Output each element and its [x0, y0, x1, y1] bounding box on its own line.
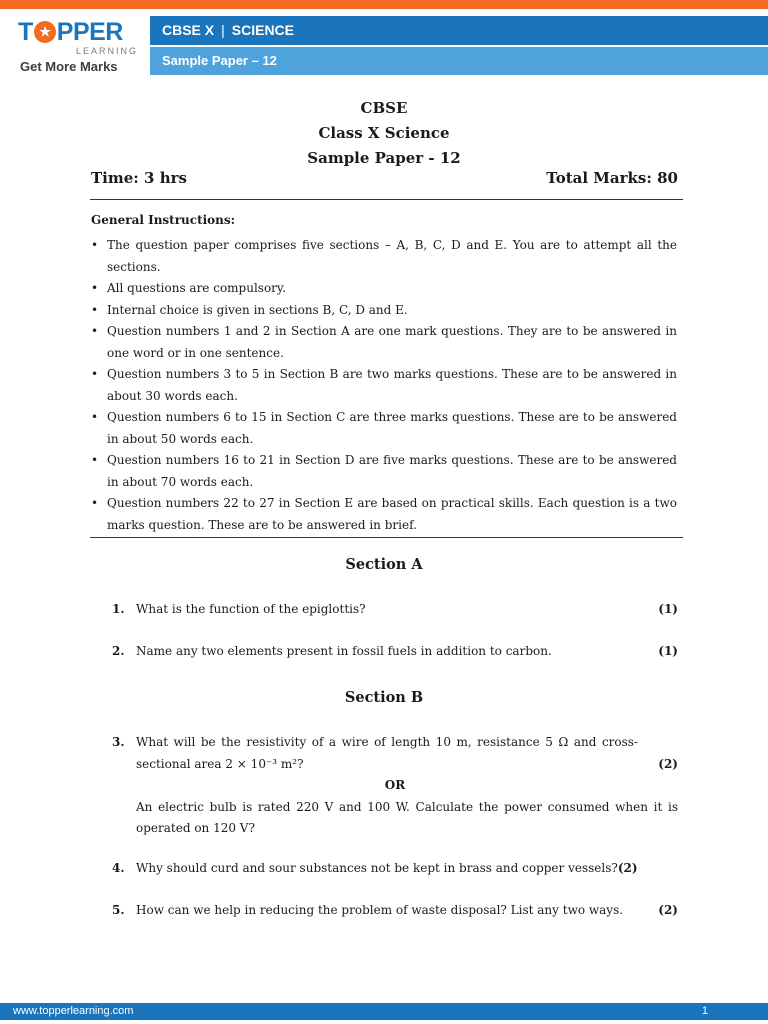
- section-b-title: Section B: [344, 689, 424, 706]
- exam-time: Time: 3 hrs: [91, 169, 187, 187]
- header-subject-bar: [150, 16, 768, 45]
- instructions-list: [91, 235, 677, 536]
- question-marks: (1): [658, 602, 678, 616]
- header-board: CBSE X: [162, 22, 215, 38]
- question-text: What is the function of the epiglottis?: [136, 602, 366, 616]
- instructions-heading: General Instructions:: [91, 213, 236, 227]
- footer-url-link[interactable]: www.topperlearning.com: [13, 1005, 134, 1017]
- question-text: Name any two elements present in fossil fuels in addition to carbon.: [136, 644, 552, 658]
- top-accent-bar: [0, 0, 768, 9]
- instruction-item: • Question numbers 3 to 5 in Section B are two marks questions. These are to be answered in about 30 words each.: [91, 364, 677, 407]
- header-paper-bar: [150, 47, 768, 75]
- question-number: 2.: [112, 644, 125, 658]
- document-titles: [0, 96, 768, 171]
- question-1: [112, 599, 678, 621]
- header-separator: |: [221, 22, 225, 38]
- instruction-item: • Question numbers 22 to 27 in Section E are based on practical skills. Each question is a two marks question. These are to be answered in brief.: [91, 493, 677, 536]
- question-number: 1.: [112, 602, 125, 616]
- instruction-item: • Question numbers 1 and 2 in Section A are one mark questions. They are to be answered in one word or in one sentence.: [91, 321, 677, 364]
- footer-bar: [0, 1003, 768, 1020]
- instruction-item: • Internal choice is given in sections B, C, D and E.: [91, 300, 677, 322]
- question-3: [112, 732, 678, 840]
- title-class: Class X Science: [318, 124, 450, 142]
- question-text: What will be the resistivity of a wire of length 10 m, resistance 5 Ω and cross-sectional area 2 × 10⁻³ m²?: [136, 735, 638, 771]
- instruction-item: • All questions are compulsory.: [91, 278, 677, 300]
- question-5: [112, 900, 678, 922]
- header-paper: Sample Paper – 12: [162, 53, 277, 68]
- divider-bottom: [90, 537, 683, 538]
- logo-star-icon: [34, 21, 56, 43]
- divider-top: [90, 199, 683, 200]
- logo-tagline: Get More Marks: [20, 59, 118, 74]
- logo-wordmark: T★ PPER: [18, 18, 123, 47]
- question-4: [112, 858, 678, 880]
- question-2: [112, 641, 678, 663]
- question-text: How can we help in reducing the problem of waste disposal? List any two ways.: [136, 903, 624, 917]
- question-marks: (2): [658, 903, 678, 917]
- section-a-title: Section A: [345, 556, 423, 573]
- question-number: 5.: [112, 903, 125, 917]
- instruction-item: • Question numbers 16 to 21 in Section D are five marks questions. These are to be answered in about 70 words each.: [91, 450, 677, 493]
- instruction-item: • The question paper comprises five sections – A, B, C, D and E. You are to attempt all the sections.: [91, 235, 677, 278]
- question-number: 3.: [112, 735, 125, 749]
- exam-total-marks: Total Marks: 80: [546, 169, 678, 187]
- exam-meta: [91, 169, 682, 187]
- question-marks: (1): [658, 644, 678, 658]
- header-subject: SCIENCE: [231, 22, 294, 38]
- question-marks: (2): [617, 861, 638, 875]
- logo-subtitle: LEARNING: [76, 46, 139, 56]
- title-board: CBSE: [360, 99, 408, 117]
- or-label: OR: [384, 778, 406, 792]
- question-number: 4.: [112, 861, 125, 875]
- topper-logo: [18, 18, 139, 76]
- question-text: Why should curd and sour substances not be kept in brass and copper vessels?: [136, 861, 618, 875]
- instruction-item: • Question numbers 6 to 15 in Section C are three marks questions. These are to be answered in about 50 words each.: [91, 407, 677, 450]
- question-alt-text: An electric bulb is rated 220 V and 100 W. Calculate the power consumed when it is operated on 120 V?: [136, 799, 678, 835]
- page-number: 1: [701, 1005, 708, 1017]
- question-marks: (2): [658, 756, 678, 771]
- title-paper: Sample Paper - 12: [307, 149, 461, 167]
